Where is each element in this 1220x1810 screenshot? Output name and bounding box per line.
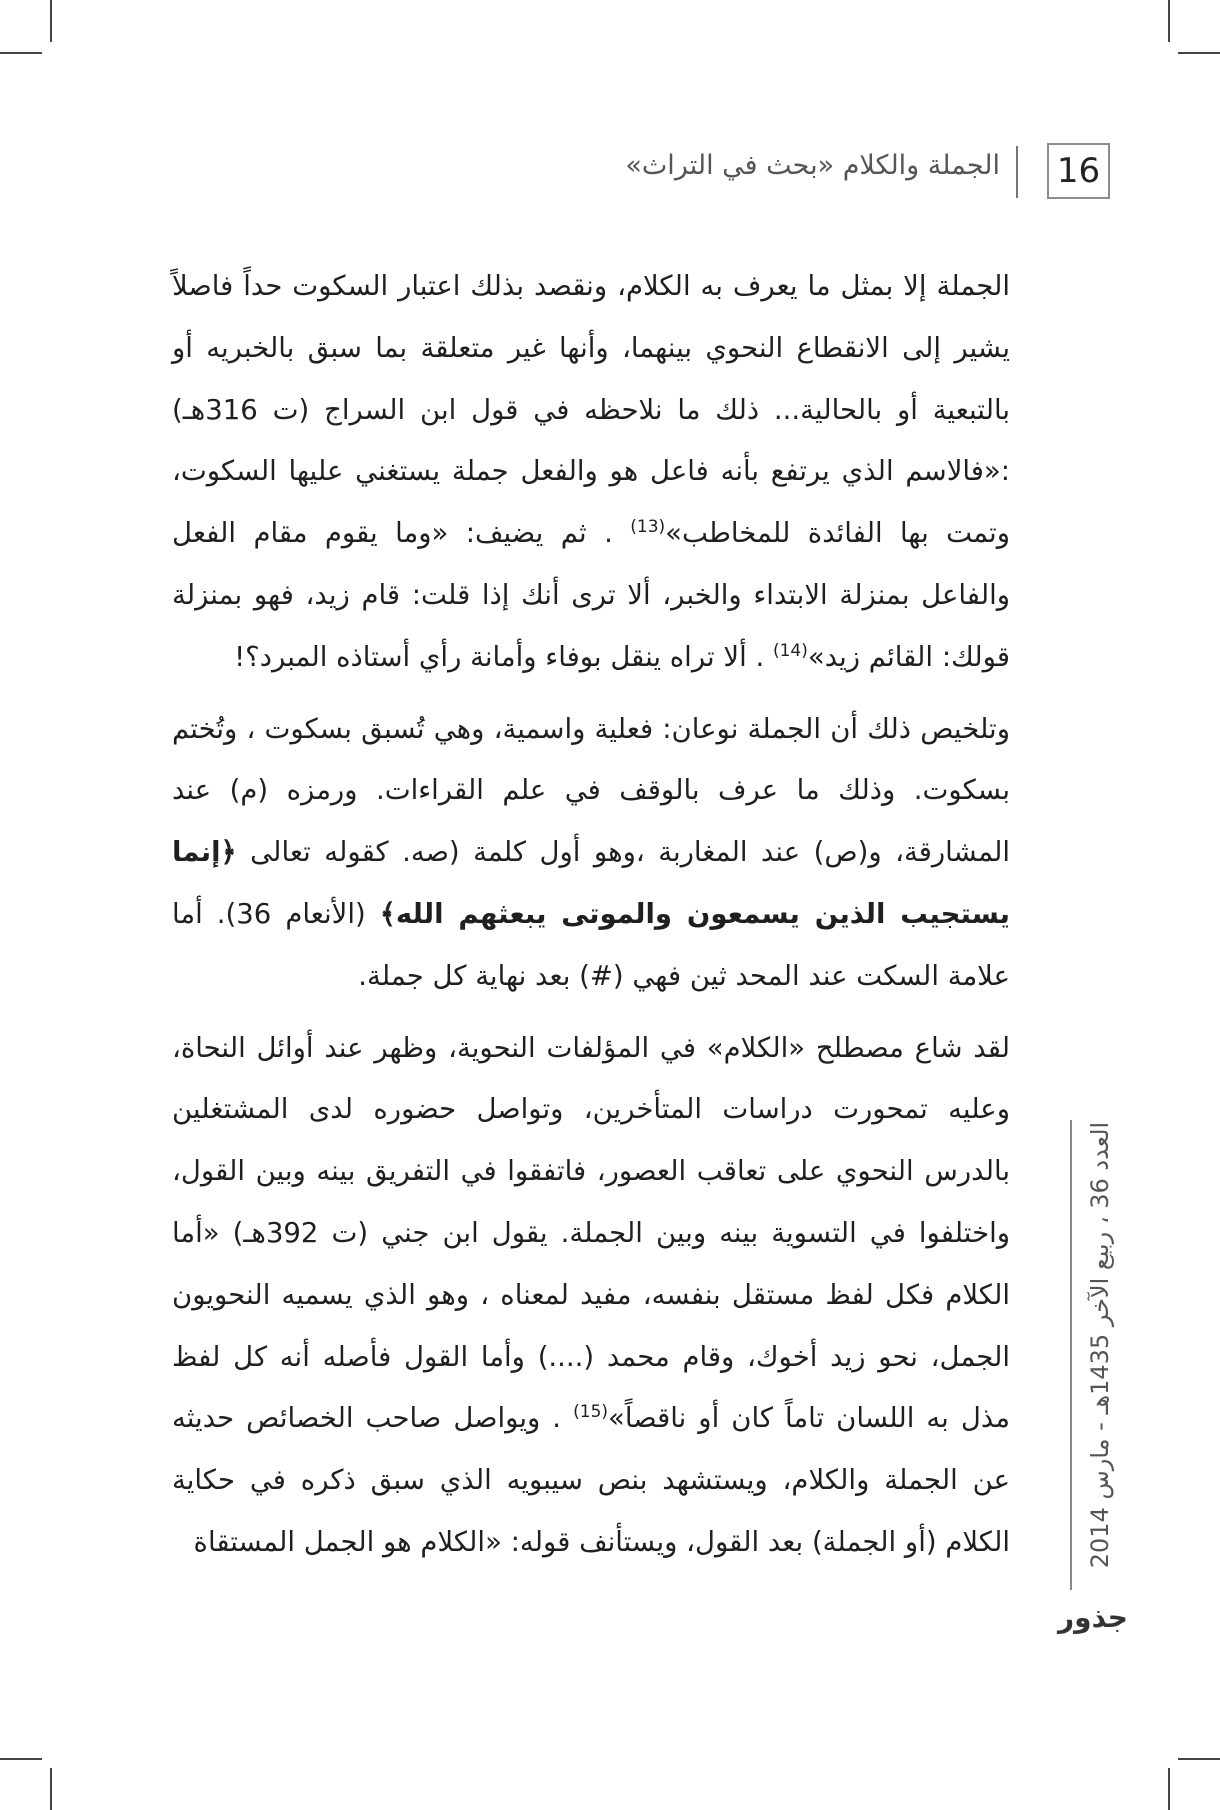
crop-mark	[50, 1768, 52, 1810]
paragraph-2	[172, 699, 1010, 1008]
crop-mark	[1168, 1768, 1170, 1810]
footnote-ref: (14)	[772, 640, 808, 661]
crop-mark	[0, 1758, 42, 1760]
quran-verse: ﴿إنما يستجيب الذين يسمعون والموتى يبعثهم الله﴾	[172, 836, 1010, 930]
text-line: الجملة إلا بمثل ما يعرف به الكلام، ونقصد بذلك اعتبار السكوت	[292, 270, 1010, 302]
text-line: حداً فاصلاً يشير إلى الانقطاع النحوي بينهما، وأنها غير متعلقة بما	[172, 270, 1010, 364]
text-line: والكلام، ويستشهد بنص سيبويه الذي سبق ذكره في حكاية الكلام	[172, 1464, 1010, 1558]
text-line: يستغني عليها السكوت، وتمت بها الفائدة للمخاطب»	[172, 455, 1010, 550]
crop-mark	[1168, 0, 1170, 42]
paragraph-1	[172, 256, 1010, 689]
text-line: كقوله تعالى	[236, 836, 389, 869]
crop-mark	[0, 52, 42, 54]
page-number: 16	[1047, 143, 1110, 199]
text-line: يقول ابن جني (ت 392هـ) «أما الكلام فكل لفظ مستقل بنفسه، مفيد	[172, 1216, 1010, 1311]
text-line: محمد (....) وأما القول فأصله أنه كل لفظ مذل به اللسان تاماً	[172, 1340, 1010, 1435]
text-line: بسكوت ، وتُختم بسكوت. وذلك ما عرف بالوقف في علم القراءات.	[172, 712, 1010, 807]
text-line: السراج (ت 316هـ) :«فالاسم الذي يرتفع بأنه فاعل هو والفعل جملة	[172, 393, 1011, 488]
footnote-ref: (13)	[630, 517, 666, 538]
text-line: أوائل النحاة، وعليه تمحورت دراسات المتأخرين، وتواصل حضوره	[172, 1031, 1010, 1126]
paragraph-3	[172, 1018, 1010, 1574]
text-line: . ألا تراه ينقل	[610, 640, 765, 673]
crop-mark	[50, 0, 52, 42]
text-line: بوفاء وأمانة رأي أستاذه المبرد؟!	[234, 640, 602, 673]
running-head: الجملة والكلام «بحث في التراث»	[625, 150, 1000, 181]
text-line: التفريق بينه وبين القول، واختلفوا في التسوية بينه وبين الجملة.	[172, 1155, 1010, 1249]
header-divider	[1016, 146, 1018, 198]
issue-info-text: العدد 36 ، ربيع الآخر 1435هـ - مارس 2014	[1086, 1121, 1114, 1569]
text-line: (الأنعام 36). أما علامة السكت عند المحد ثين فهي (#) بعد نهاية	[172, 897, 1010, 992]
text-line: . ثم يضيف:	[465, 517, 613, 550]
side-divider	[1070, 1120, 1072, 1590]
text-line: وتلخيص ذلك أن الجملة نوعان: فعلية واسمية، وهي تُسبق	[361, 712, 1010, 745]
text-line: لدى المشتغلين بالدرس النحوي على تعاقب العصور، فاتفقوا في	[172, 1093, 1010, 1188]
text-line: سبق بالخبريه أو بالتبعية أو بالحالية... ذلك ما نلاحظه في قول ابن	[172, 331, 1011, 426]
text-line: إذا قلت: قام زيد، فهو بمنزلة قولك: القائم زيد»	[172, 578, 1010, 673]
article-body	[172, 256, 1010, 1574]
crop-mark	[1178, 52, 1220, 54]
footnote-ref: (15)	[573, 1402, 609, 1423]
text-line: (أو الجملة) بعد القول، ويستأنف قوله: «الكلام هو الجمل المستقاة	[193, 1525, 937, 1558]
text-line: لقد شاع مصطلح «الكلام» في المؤلفات النحوية، وظهر عند	[324, 1031, 1010, 1064]
text-line: . ويواصل صاحب الخصائص حديثه عن الجملة	[172, 1402, 1010, 1497]
text-line: كان أو ناقصاً»	[608, 1402, 773, 1435]
text-line: ورمزه (م) عند المشارقة، و(ص) عند المغاربة ،وهو أول كلمة (صه.	[172, 774, 1010, 869]
issue-info	[1075, 1120, 1125, 1570]
crop-mark	[1178, 1758, 1220, 1760]
journal-logo: جذور	[1058, 1600, 1128, 1634]
text-line: لمعناه ، وهو الذي يسميه النحويون الجمل، نحو زيد أخوك، وقام	[172, 1278, 1010, 1373]
text-line: كل جملة.	[358, 959, 467, 992]
text-line: «وما يقوم مقام الفعل والفاعل بمنزلة الابتداء والخبر، ألا ترى أنك	[172, 517, 1010, 611]
